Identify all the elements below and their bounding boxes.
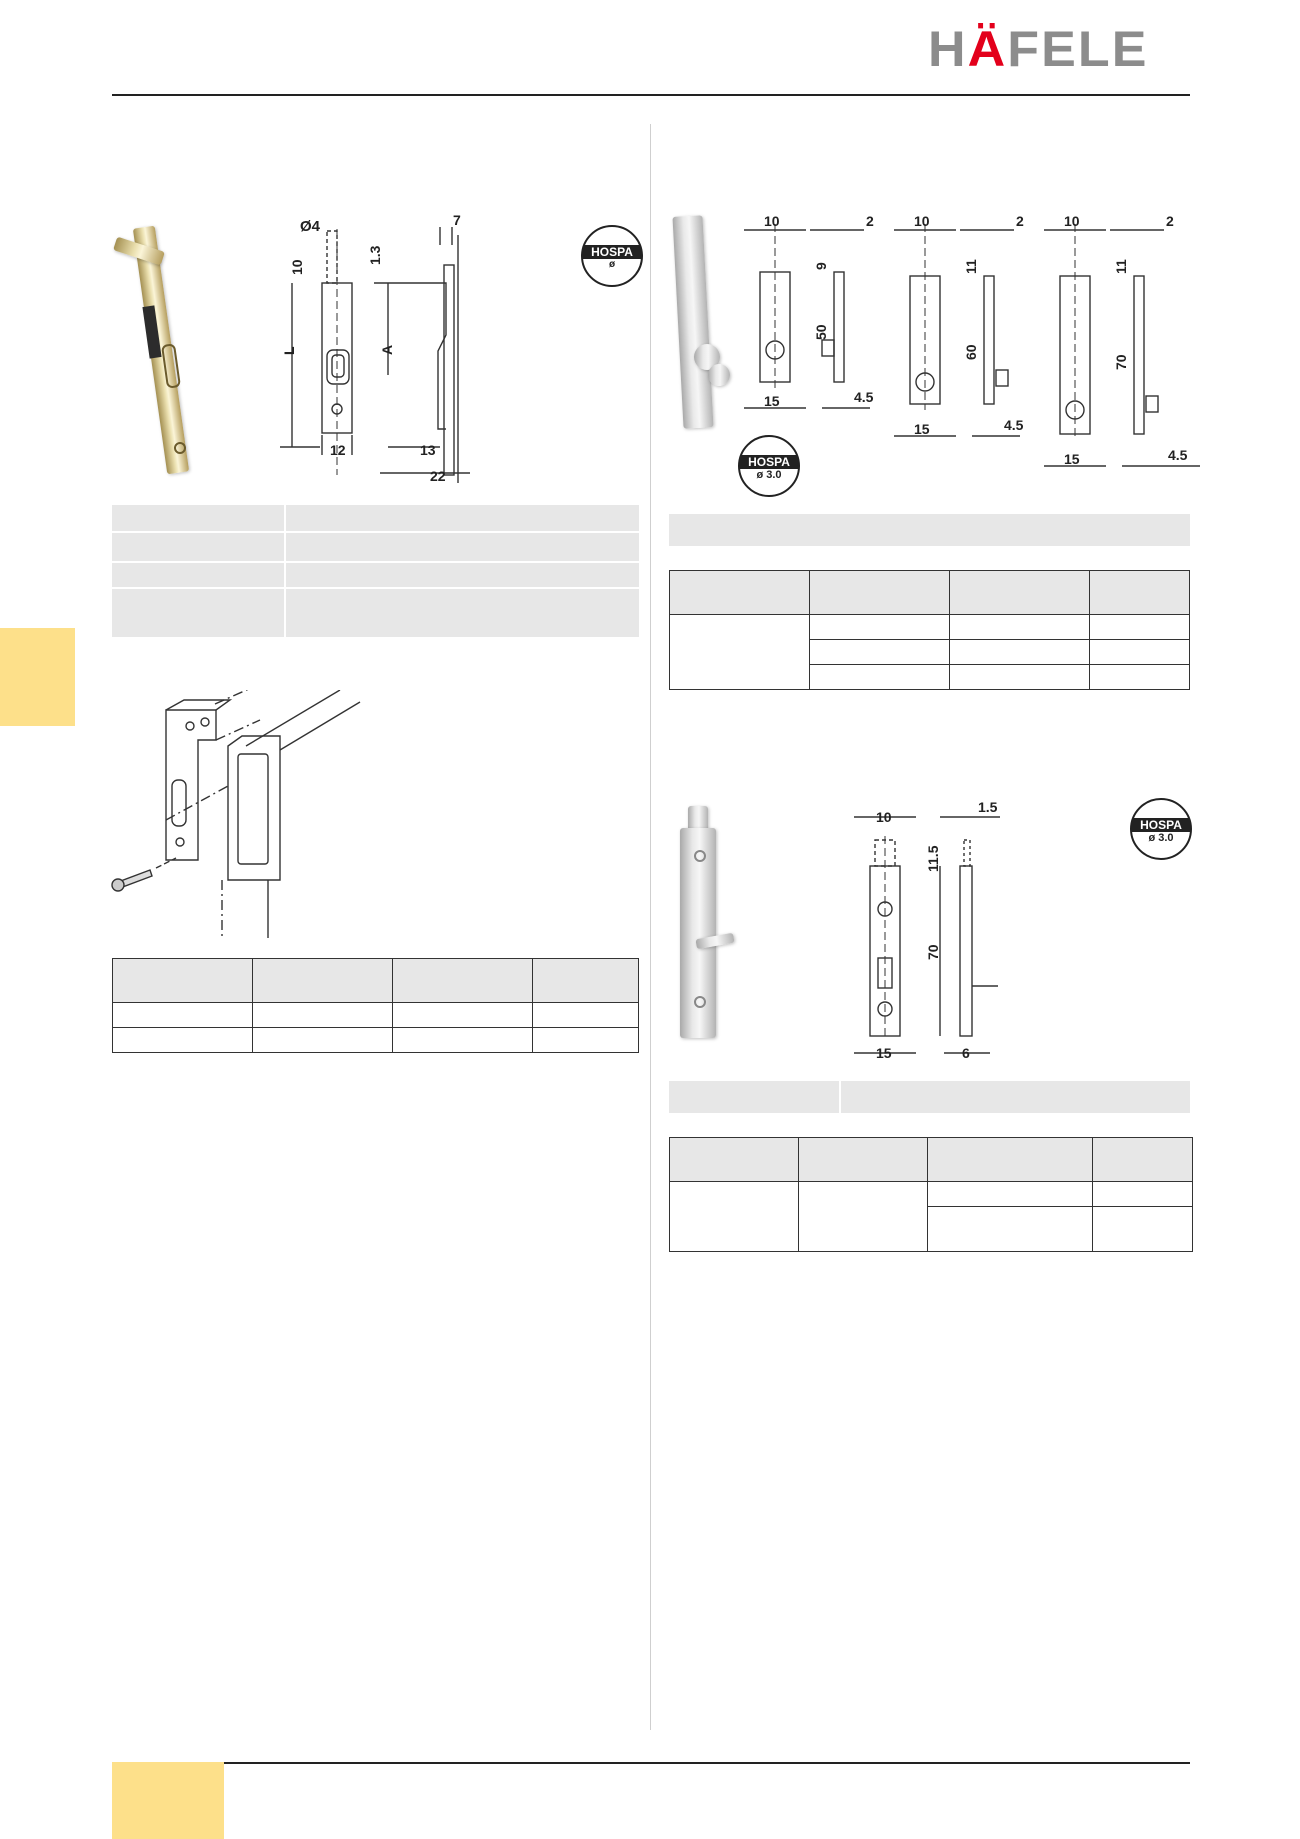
dim-b3-bolt: 11 [1113,259,1129,274]
footer-rule [112,1762,1190,1764]
hospa-badge-b-sub: ø 3.0 [756,469,782,481]
dim-b2-bolt: 11 [963,259,979,274]
dim-b1-offset: 4.5 [854,389,874,405]
brand-logo: HÄFELE [928,21,1149,77]
dim-c-top: 10 [876,809,892,825]
dim-c-depth: 6 [962,1045,970,1061]
dim-c-side: 1.5 [978,800,998,815]
dim-b2-offset: 4.5 [1004,417,1024,433]
dim-a-top: 10 [289,259,305,275]
column-divider [650,124,651,1730]
dim-b3-length: 70 [1113,354,1129,370]
product-b-dimension-drawings [730,210,1200,480]
product-c-photo [680,806,740,1038]
dim-a-bolt-width: 7 [453,215,461,228]
header-rule [112,94,1190,96]
product-a-dimension-drawing [280,215,490,485]
hospa-badge-a-sub: ø [608,259,616,270]
dim-a-diameter: Ø4 [300,218,321,235]
dim-a-offset: 1.3 [367,245,383,265]
hospa-badge-c-sub: ø 3.0 [1148,832,1174,844]
dim-b1-side: 2 [866,213,874,229]
hospa-badge-a-brand: HOSPA [583,245,641,259]
dim-c-length: 70 [925,944,941,960]
dim-a-arm-height: A [379,344,395,355]
dim-b2-top: 10 [914,213,930,229]
dim-c-width: 15 [876,1045,892,1061]
dim-b2-length: 60 [963,344,979,360]
dim-b3-offset: 4.5 [1168,447,1188,463]
product-b-spec-bar [669,514,1190,546]
dim-b3-top: 10 [1064,213,1080,229]
product-c-spec-bar [669,1081,1190,1113]
dim-b2-side: 2 [1016,213,1024,229]
product-a-photo [112,216,202,478]
product-c-dimension-drawing [840,800,1020,1065]
dim-b3-side: 2 [1166,213,1174,229]
dim-c-bolt: 11.5 [925,845,941,872]
installation-drawing [110,690,370,950]
hospa-badge-c-brand: HOSPA [1132,818,1190,832]
dim-a-total-depth: 22 [430,468,446,484]
footer-page-block [112,1762,224,1839]
dim-b2-width: 15 [914,421,930,437]
hospa-badge-c [1130,798,1192,860]
dim-b1-width: 15 [764,393,780,409]
dim-a-width: 12 [330,442,346,458]
dim-a-depth: 13 [420,442,436,458]
hospa-badge-a [581,225,643,287]
brand-logo-accent: Ä [967,21,1008,77]
section-tab [0,628,75,726]
dim-b1-top: 10 [764,213,780,229]
product-b-order-table [669,570,1190,690]
product-b-photo [672,216,732,431]
product-a-spec-table [112,505,639,637]
dim-b1-length: 50 [813,324,829,340]
hospa-badge-b-brand: HOSPA [740,455,798,469]
product-a-order-table [112,958,639,1053]
product-c-order-table [669,1137,1193,1252]
hospa-badge-b [738,435,800,497]
dim-a-length: L [281,346,297,355]
dim-b3-width: 15 [1064,451,1080,467]
dim-b1-bolt: 9 [813,262,829,270]
